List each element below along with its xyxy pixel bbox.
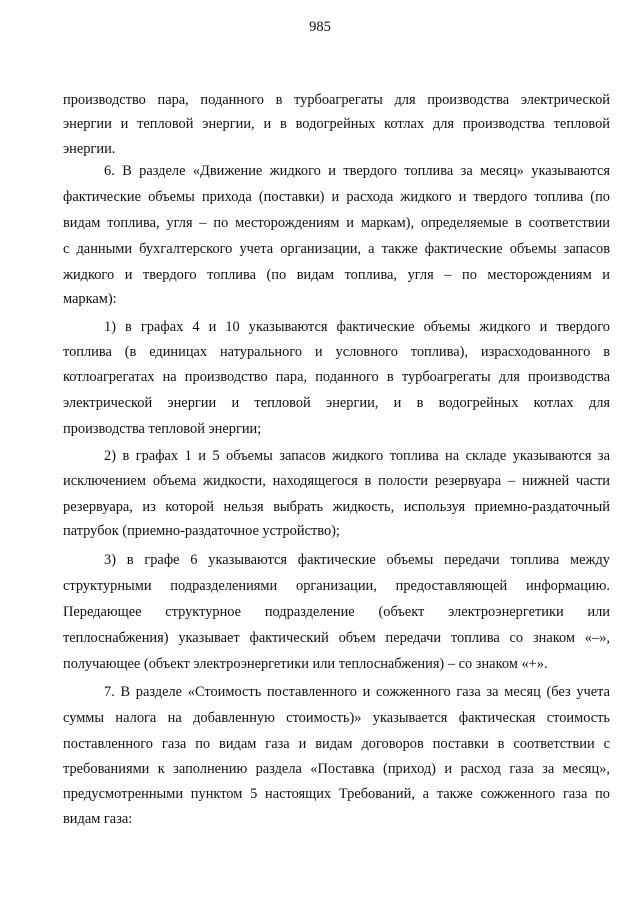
- text-line: поставленного газа по видам газа и видам договоров поставки в соответствии с: [63, 736, 610, 752]
- text-line: фактические объемы прихода (поставки) и расхода жидкого и твердого топлива (по: [63, 189, 610, 205]
- text-line: топлива (в единицах натурального и условного топлива), израсходованного в: [63, 344, 610, 360]
- text-line: с данными бухгалтерского учета организации, а также фактические объемы запасов: [63, 241, 610, 257]
- paragraph-7-start: 7. В разделе «Стоимость поставленного и сожженного газа за месяц (без учета: [104, 684, 610, 700]
- text-line: видам газа:: [63, 811, 133, 827]
- text-line: энергии и тепловой энергии, и в водогрейных котлах для производства тепловой: [63, 116, 610, 132]
- text-line: маркам):: [63, 291, 117, 307]
- text-line: электрической энергии и тепловой энергии, и в водогрейных котлах для: [63, 395, 610, 411]
- text-line: котлоагрегатах на производство пара, поданного в турбоагрегаты для производства: [63, 369, 610, 385]
- text-line: жидкого и твердого топлива (по видам топлива, угля – по месторождениям и: [63, 267, 610, 283]
- text-line: суммы налога на добавленную стоимость)» указывается фактическая стоимость: [63, 710, 610, 726]
- text-line: энергии.: [63, 141, 116, 157]
- text-line: требованиями к заполнению раздела «Поставка (приход) и расход газа за месяц»,: [63, 761, 610, 777]
- text-line: получающее (объект электроэнергетики или теплоснабжения) – со знаком «+».: [63, 656, 548, 672]
- text-line: теплоснабжения) указывает фактический объем передачи топлива со знаком «–»,: [63, 630, 610, 646]
- list-item-2-start: 2) в графах 1 и 5 объемы запасов жидкого топлива на складе указываются за: [104, 448, 610, 464]
- list-item-3-start: 3) в графе 6 указываются фактические объемы передачи топлива между: [104, 552, 610, 568]
- text-line: структурными подразделениями организации, предоставляющей информацию.: [63, 578, 610, 594]
- text-line: исключением объема жидкости, находящегося в полости резервуара – нижней части: [63, 473, 610, 489]
- text-line: производства тепловой энергии;: [63, 421, 262, 437]
- text-line: производство пара, поданного в турбоагрегаты для производства электрической: [63, 92, 610, 108]
- text-line: патрубок (приемно-раздаточное устройство);: [63, 523, 340, 539]
- list-item-1-start: 1) в графах 4 и 10 указываются фактические объемы жидкого и твердого: [104, 319, 610, 335]
- paragraph-6-start: 6. В разделе «Движение жидкого и твердого топлива за месяц» указываются: [104, 163, 610, 179]
- text-line: предусмотренными пунктом 5 настоящих Требований, а также сожженного газа по: [63, 786, 610, 802]
- text-line: резервуара, из которой нельзя выбрать жидкость, используя приемно-раздаточный: [63, 499, 610, 515]
- page-number: 985: [309, 19, 331, 35]
- text-line: Передающее структурное подразделение (объект электроэнергетики или: [63, 604, 610, 620]
- text-line: видам топлива, угля – по месторождениям и маркам), определяемые в соответствии: [63, 215, 610, 231]
